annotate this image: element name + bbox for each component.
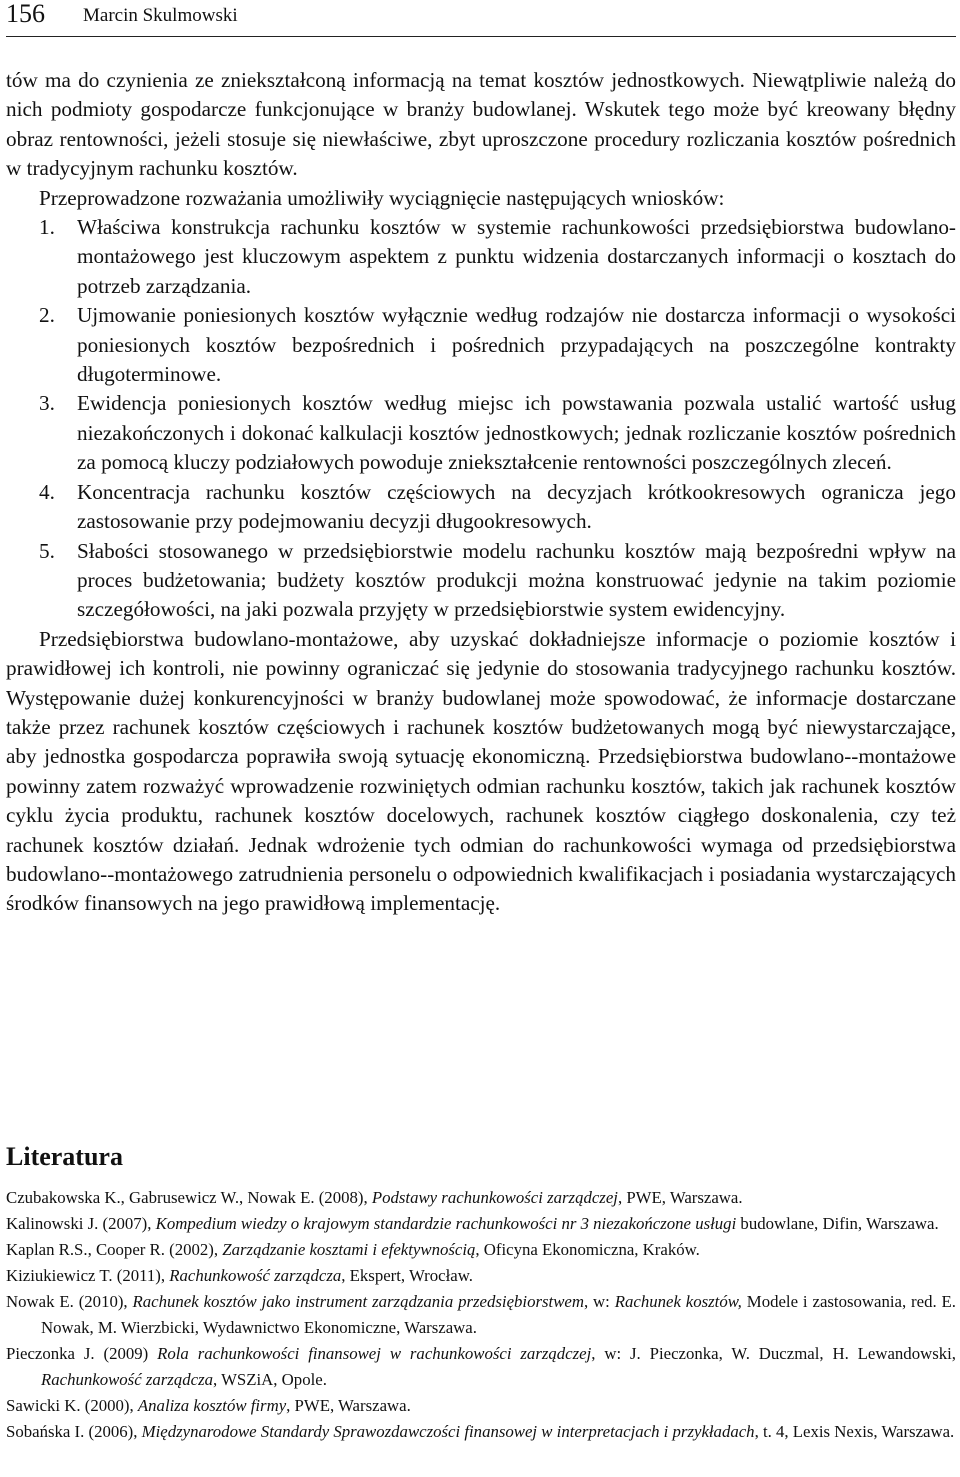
ref-title: Rachunek kosztów jako instrument zarządzania przedsiębiorstwem (132, 1292, 584, 1311)
list-item-number: 1. (39, 215, 55, 240)
ref-authors: Kiziukiewicz T. (2011), (6, 1266, 170, 1285)
conclusions-list (6, 213, 956, 625)
ref-publisher: budowlane, Difin, Warszawa. (736, 1214, 939, 1233)
page-number: 156 (6, 0, 45, 28)
reference-entry (6, 1393, 956, 1419)
ref-publisher: , w: J. Pieczonka, W. Duczmal, H. Lewandowski, (591, 1344, 956, 1363)
ref-title: Międzynarodowe Standardy Sprawozdawczości finansowej w interpretacjach i przykładach (141, 1422, 755, 1441)
ref-title: Analiza kosztów firmy (137, 1396, 287, 1415)
ref-title: Rola rachunkowości finansowej w rachunkowości zarządczej (157, 1344, 592, 1363)
ref-publisher: , Oficyna Ekonomiczna, Kraków. (475, 1240, 700, 1259)
ref-details: , WSZiA, Opole. (213, 1370, 327, 1389)
list-item-number: 2. (39, 303, 55, 328)
ref-authors: Kaplan R.S., Cooper R. (2002), (6, 1240, 223, 1259)
list-item-number: 3. (39, 391, 55, 416)
ref-title: Zarządzanie kosztami i efektywnością (222, 1240, 476, 1259)
ref-publisher: , t. 4, Lexis Nexis, Warszawa. (754, 1422, 955, 1441)
list-item (6, 213, 956, 301)
ref-title: Podstawy rachunkowości zarządczej (371, 1188, 618, 1207)
list-item-number: 4. (39, 479, 55, 504)
ref-publisher: , w: (583, 1292, 615, 1311)
list-item-text: Koncentracja rachunku kosztów częściowych na decyzjach krótkookresowych ogranicza jego zastosowanie przy podejmowaniu decyzji długookresowych. (77, 479, 956, 534)
list-item-text: Ewidencja poniesionych kosztów według miejsc ich powstawania pozwala ustalić wartość usług niezakończonych i dokonać kalkulacji kosztów jednostkowych; jednak rozliczanie kosztów pośrednich za pomocą kluczy podziałowych powoduje zniekształcenie rentowności poszczególnych zleceń. (77, 391, 956, 475)
ref-authors: Czubakowska K., Gabrusewicz W., Nowak E. (2008), (6, 1188, 372, 1207)
reference-entry (6, 1419, 956, 1445)
ref-publisher: , Ekspert, Wrocław. (341, 1266, 473, 1285)
ref-publisher: , PWE, Warszawa. (617, 1188, 743, 1207)
reference-entry (6, 1211, 956, 1237)
reference-list (6, 1185, 956, 1445)
ref-book-title: Rachunkowość zarządcza (41, 1370, 213, 1389)
list-item-text: Słabości stosowanego w przedsiębiorstwie modelu rachunku kosztów mają bezpośredni wpływ na proces budżetowania; budżety kosztów produkcji można konstruować jedynie na takim poziomie szczegółowości, na jaki pozwala przyjęty w przedsiębiorstwie system ewidencyjny. (77, 538, 956, 622)
ref-title: Rachunkowość zarządcza (169, 1266, 342, 1285)
ref-authors: Nowak E. (2010), (6, 1292, 133, 1311)
paragraph-2: Przeprowadzone rozważania umożliwiły wyciągnięcie następujących wniosków: (39, 185, 725, 210)
list-item (6, 478, 956, 537)
list-item (6, 301, 956, 389)
ref-authors: Pieczonka J. (2009) (6, 1344, 158, 1363)
list-item-number: 5. (39, 538, 55, 563)
ref-details: Modele i zastosowania, red. E. Nowak, M. Wierzbicki, Wydawnictwo Ekonomiczne, Warszawa. (41, 1292, 957, 1337)
paragraph-1: tów ma do czynienia ze zniekształconą informacją na temat kosztów jednostkowych. Niewątpliwie należą do nich podmioty gospodarcze funkcjonujące w branży budowlanej. Wskutek tego może być kreowany błędny obraz rentowności, jeżeli stosuje się niewłaściwe, zbyt uproszczone procedury rozliczania kosztów pośrednich w tradycyjnym rachunku kosztów. (6, 68, 956, 181)
list-item (6, 537, 956, 625)
reference-entry (6, 1341, 956, 1393)
ref-publisher: , PWE, Warszawa. (286, 1396, 411, 1415)
ref-book-title: Rachunek kosztów, (614, 1292, 742, 1311)
ref-authors: Kalinowski J. (2007), (6, 1214, 156, 1233)
body-text (6, 66, 956, 919)
reference-entry (6, 1263, 956, 1289)
list-item-text: Właściwa konstrukcja rachunku kosztów w systemie rachunkowości przedsiębiorstwa budowlano-montażowego jest kluczowym aspektem z punktu widzenia dostarczanych informacji o kosztach do potrzeb zarządzania. (77, 215, 956, 298)
running-header (6, 0, 956, 37)
list-item-text: Ujmowanie poniesionych kosztów wyłącznie według rodzajów nie dostarcza informacji o wysokości poniesionych kosztów bezpośrednich i pośrednich przypadających na poszczególne kontrakty długoterminowe. (77, 303, 956, 387)
literature-heading: Literatura (6, 1142, 123, 1171)
list-item (6, 389, 956, 477)
header-author: Marcin Skulmowski (83, 5, 238, 26)
reference-entry (6, 1289, 956, 1341)
ref-title: Kompedium wiedzy o krajowym standardzie rachunkowości nr 3 niezakończone usługi (155, 1214, 737, 1233)
paragraph-3: Przedsiębiorstwa budowlano-montażowe, aby uzyskać dokładniejsze informacje o poziomie kosztów i prawidłowej ich kontroli, nie powinny ograniczać się jedynie do stosowania tradycyjnego rachunku kosztów. Występowanie dużej konkurencyjności w branży budowlanej może spowodować, że informacje dostarczane także przez rachunek kosztów częściowych i rachunek kosztów budżetowanych mogą być niewystarczające, aby jednostka gospodarcza poprawiła swoją sytuację ekonomiczną. Przedsiębiorstwa budowlano--montażowe powinny zatem rozważyć wprowadzenie rozwiniętych odmian rachunku kosztów, takich jak rachunek kosztów cyklu życia produktu, rachunek kosztów docelowych, rachunek kosztów ciągłego doskonalenia, czy też rachunek kosztów działań. Jednak wdrożenie tych odmian do rachunkowości wymaga od przedsiębiorstwa budowlano--montażowego zatrudnienia personelu o odpowiednich kwalifikacjach i posiadania wystarczających środków finansowych na jego prawidłową implementację. (6, 626, 956, 916)
ref-authors: Sawicki K. (2000), (6, 1396, 138, 1415)
reference-entry (6, 1237, 956, 1263)
reference-entry (6, 1185, 956, 1211)
ref-authors: Sobańska I. (2006), (6, 1422, 142, 1441)
